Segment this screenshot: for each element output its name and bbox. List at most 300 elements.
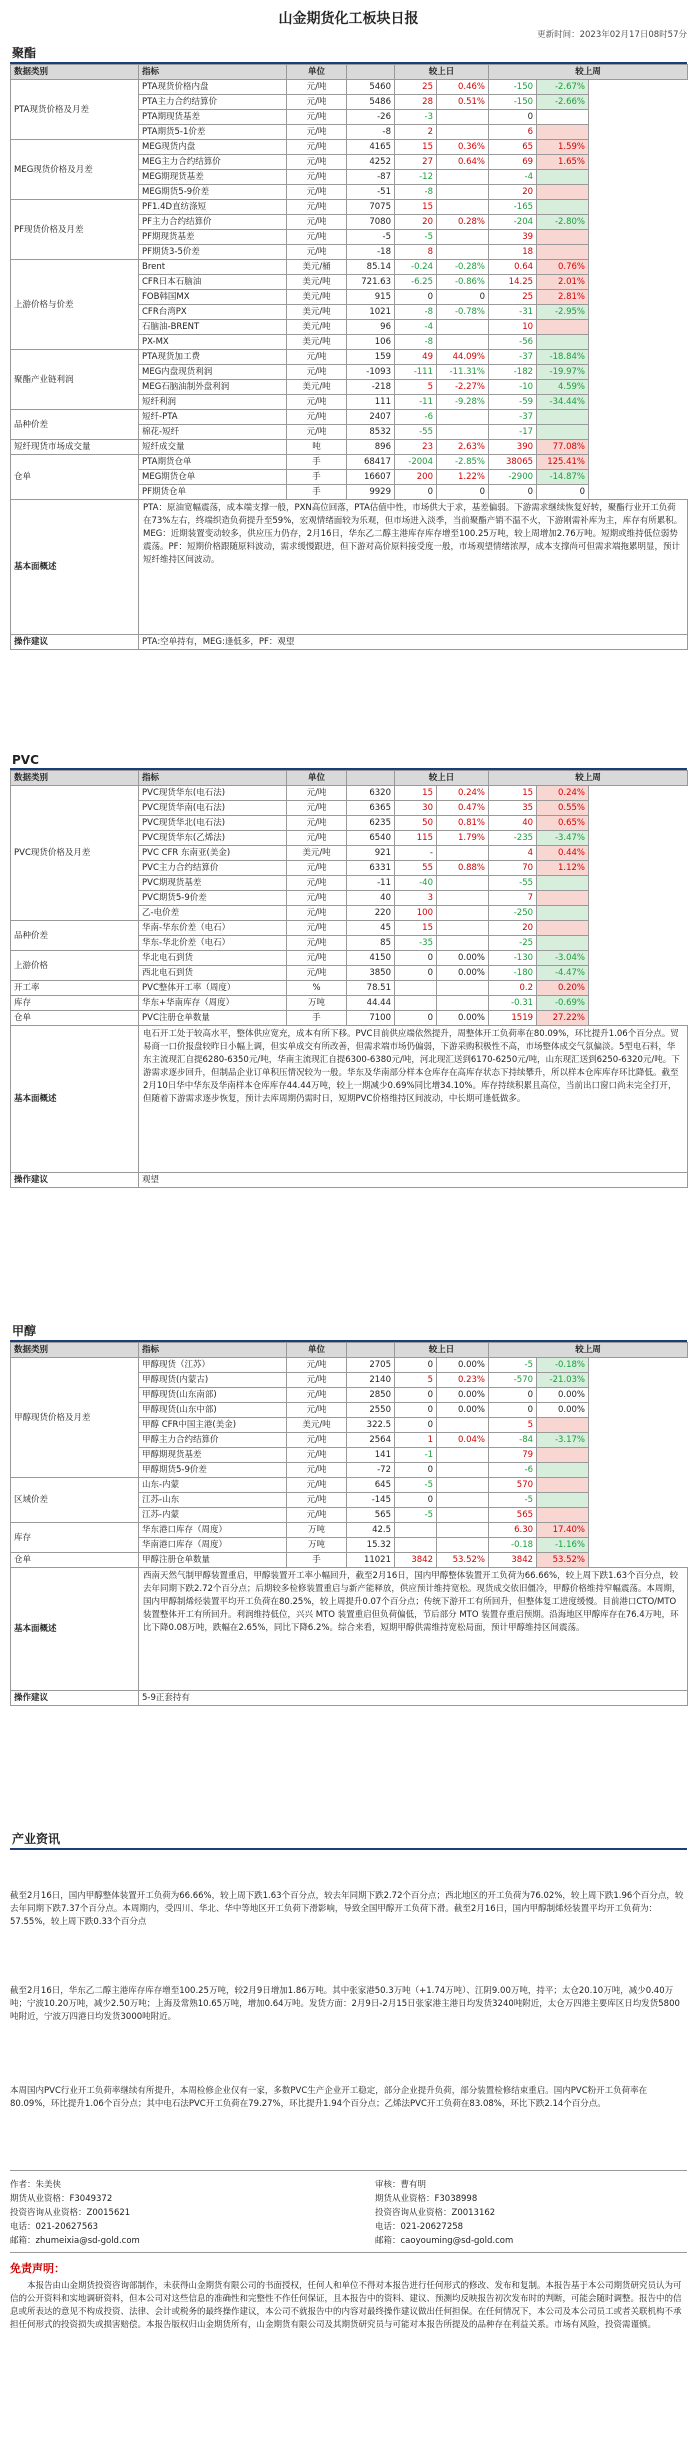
summary-row (11, 1026, 688, 1173)
row-value: 45 (347, 921, 395, 936)
row-day-pct (437, 876, 489, 891)
row-week-change: 6 (489, 125, 537, 140)
row-week-change: -0.31 (489, 996, 537, 1011)
row-indicator: PTA期货5-1价差 (139, 125, 287, 140)
table-row (11, 410, 688, 425)
row-value: 896 (347, 440, 395, 455)
row-unit: 元/吨 (287, 891, 347, 906)
reviewer-phone: 电话：021-20627258 (375, 2222, 464, 2232)
row-indicator: 甲醇现货(山东中部) (139, 1403, 287, 1418)
row-week-change: -17 (489, 425, 537, 440)
row-week-pct (537, 1448, 589, 1463)
row-day-pct (437, 1508, 489, 1523)
row-indicator: 西北电石到货 (139, 966, 287, 981)
row-value: 8532 (347, 425, 395, 440)
col-header-week: 较上周 (489, 65, 688, 80)
row-category: 品种价差 (11, 921, 139, 951)
row-week-change: 10 (489, 320, 537, 335)
row-unit: 元/吨 (287, 906, 347, 921)
row-day-change (395, 1523, 437, 1538)
row-indicator: PVC现货华北(电石法) (139, 816, 287, 831)
row-value: 2564 (347, 1433, 395, 1448)
col-header-unit: 单位 (287, 1343, 347, 1358)
row-day-change: 23 (395, 440, 437, 455)
row-day-pct: 0.00% (437, 1403, 489, 1418)
section-divider (10, 1848, 687, 1850)
col-header-value (347, 65, 395, 80)
row-week-change: -37 (489, 410, 537, 425)
table-header-row (11, 771, 688, 786)
row-week-change: -180 (489, 966, 537, 981)
table-row (11, 455, 688, 470)
row-value: 42.5 (347, 1523, 395, 1538)
row-week-change: 5 (489, 1418, 537, 1433)
section-polyester (10, 44, 687, 650)
row-value: -145 (347, 1493, 395, 1508)
row-value: 85.14 (347, 260, 395, 275)
row-indicator: PVC现货华南(电石法) (139, 801, 287, 816)
row-value: 2140 (347, 1373, 395, 1388)
row-day-change: 5 (395, 380, 437, 395)
row-day-pct: 0.51% (437, 95, 489, 110)
row-unit: 手 (287, 485, 347, 500)
row-day-pct: -0.86% (437, 275, 489, 290)
news-paragraph-3: 本周国内PVC行业开工负荷率继续有所提升，本周检修企业仅有一家，多数PVC生产企业开工稳定，部分企业提升负荷，部分装置检修结束重启。国内PVC粉开工负荷率在80.09%，环比提升1.06个百分点；其中电石法PVC开工负荷在79.27%，环比提升1.94个百分点；乙烯法PVC开工负荷在83.08%，环比下跌2.14个百分点。 (10, 2086, 648, 2109)
row-week-pct: 77.08% (537, 440, 589, 455)
row-week-change: -165 (489, 200, 537, 215)
row-value: 915 (347, 290, 395, 305)
table-header-row (11, 65, 688, 80)
row-unit: 美元/吨 (287, 1418, 347, 1433)
row-day-pct (437, 170, 489, 185)
row-week-pct: -1.16% (537, 1538, 589, 1553)
row-week-change: -130 (489, 951, 537, 966)
row-day-change: 0 (395, 1418, 437, 1433)
row-value: 1021 (347, 305, 395, 320)
row-category: 仓单 (11, 455, 139, 500)
section-title: PVC (12, 753, 39, 767)
summary-text: 西南天然气制甲醇装置重启，甲醇装置开工率小幅回升，截至2月16日，国内甲醇整体装置开工负荷为66.66%，较上周下跌1.63个百分点，较去年同期下跌2.72个百分点；后期较多检修装置重启与新产能释放，供应预计维持宽松。现货成交依旧僵冷，甲醇价格维持窄幅震荡。本周期，国内甲醇制烯烃装置平均开工负荷在80.25%，较上周提升0.07个百分点；传统下游开工有所回升，但整体复工进度缓慢。目前港口CTO/MTO装置整体开工有所回升。利润维持低位，兴兴 MTO 装置重启但负荷偏低，节后部分 MTO 装置存重启预期。沿海地区甲醇库存在76.4万吨，环比下降0.08万吨，跌幅在2.65%，同比下降6.2%。综合来看，短期甲醇供需维持宽松局面，预计甲醇维持区间震荡。 (139, 1568, 688, 1691)
row-day-change: -8 (395, 335, 437, 350)
row-indicator: MEG内盘现货利润 (139, 365, 287, 380)
row-week-change: 390 (489, 440, 537, 455)
row-week-change: 20 (489, 921, 537, 936)
row-week-pct: 125.41% (537, 455, 589, 470)
row-unit: 手 (287, 470, 347, 485)
row-indicator: PTA期货仓单 (139, 455, 287, 470)
table-row (11, 1553, 688, 1568)
row-week-pct (537, 125, 589, 140)
row-day-pct (437, 846, 489, 861)
row-day-change: 20 (395, 215, 437, 230)
row-indicator: PX-MX (139, 335, 287, 350)
row-unit: 元/吨 (287, 921, 347, 936)
polyester-table (10, 64, 688, 650)
row-week-change: 4 (489, 846, 537, 861)
row-indicator: PVC现货华东(电石法) (139, 786, 287, 801)
col-header-indicator: 指标 (139, 771, 287, 786)
row-value: 6365 (347, 801, 395, 816)
row-week-pct: 27.22% (537, 1011, 589, 1026)
row-week-change: 0 (489, 110, 537, 125)
table-header-row (11, 1343, 688, 1358)
row-week-pct (537, 876, 589, 891)
col-header-week: 较上周 (489, 1343, 688, 1358)
row-day-pct (437, 125, 489, 140)
row-week-change: 25 (489, 290, 537, 305)
col-header-indicator: 指标 (139, 1343, 287, 1358)
row-day-pct: 1.22% (437, 470, 489, 485)
row-category: 库存 (11, 1523, 139, 1553)
row-indicator: 甲醇期现货基差 (139, 1448, 287, 1463)
author-email[interactable]: 邮箱：zhumeixia@sd-gold.com (10, 2236, 140, 2246)
row-value: 6540 (347, 831, 395, 846)
row-day-change: 0 (395, 1358, 437, 1373)
advice-row (11, 1691, 688, 1706)
row-day-change: 50 (395, 816, 437, 831)
row-indicator: PTA期现货基差 (139, 110, 287, 125)
row-day-change: 0 (395, 485, 437, 500)
row-week-change: -250 (489, 906, 537, 921)
row-week-change: -84 (489, 1433, 537, 1448)
row-indicator: 华东+华南库存（周度） (139, 996, 287, 1011)
row-day-change: 0 (395, 290, 437, 305)
row-day-change: -4 (395, 320, 437, 335)
row-unit: 美元/吨 (287, 846, 347, 861)
row-week-change: -55 (489, 876, 537, 891)
row-value: -5 (347, 230, 395, 245)
row-unit: 元/吨 (287, 125, 347, 140)
row-week-pct (537, 425, 589, 440)
pvc-rows (11, 786, 688, 1026)
row-day-change: 49 (395, 350, 437, 365)
row-week-change: 565 (489, 1508, 537, 1523)
row-week-pct (537, 245, 589, 260)
col-header-indicator: 指标 (139, 65, 287, 80)
col-header-category: 数据类别 (11, 65, 139, 80)
row-value: 141 (347, 1448, 395, 1463)
row-day-pct: 0.00% (437, 1388, 489, 1403)
row-unit: 元/吨 (287, 140, 347, 155)
row-week-pct (537, 906, 589, 921)
row-indicator: 甲醇注册仓单数量 (139, 1553, 287, 1568)
row-unit: 元/吨 (287, 200, 347, 215)
row-week-change: 3842 (489, 1553, 537, 1568)
row-week-change: 1519 (489, 1011, 537, 1026)
row-day-change (395, 1538, 437, 1553)
row-day-pct (437, 410, 489, 425)
author-qualification: 期货从业资格：F3049372 (10, 2194, 113, 2204)
row-indicator: PF期货仓单 (139, 485, 287, 500)
row-indicator: PVC CFR 东南亚(美金) (139, 846, 287, 861)
row-unit: 元/吨 (287, 801, 347, 816)
methanol-rows (11, 1358, 688, 1568)
row-value: 921 (347, 846, 395, 861)
row-week-change: 79 (489, 1448, 537, 1463)
row-day-change: -55 (395, 425, 437, 440)
row-week-change: -150 (489, 80, 537, 95)
row-week-pct: 17.40% (537, 1523, 589, 1538)
table-row (11, 1523, 688, 1538)
row-week-change: 20 (489, 185, 537, 200)
col-header-category: 数据类别 (11, 771, 139, 786)
row-unit: 元/吨 (287, 245, 347, 260)
row-week-pct (537, 1508, 589, 1523)
row-week-pct: -14.87% (537, 470, 589, 485)
row-category: 聚酯产业链利润 (11, 350, 139, 410)
row-value: 4252 (347, 155, 395, 170)
row-value: 40 (347, 891, 395, 906)
row-category: PF现货价格及月差 (11, 200, 139, 260)
row-day-change: 28 (395, 95, 437, 110)
col-header-day: 较上日 (395, 771, 489, 786)
row-value: -51 (347, 185, 395, 200)
table-row (11, 1358, 688, 1373)
row-indicator: MEG期货仓单 (139, 470, 287, 485)
row-week-pct (537, 185, 589, 200)
row-week-pct (537, 1478, 589, 1493)
row-week-pct: -2.95% (537, 305, 589, 320)
row-day-pct: 0.64% (437, 155, 489, 170)
divider (10, 2252, 687, 2253)
row-day-change: -5 (395, 1478, 437, 1493)
row-indicator: PVC主力合约结算价 (139, 861, 287, 876)
row-day-pct: 0.88% (437, 861, 489, 876)
table-row (11, 996, 688, 1011)
row-day-change: 15 (395, 140, 437, 155)
row-indicator: PF期现货基差 (139, 230, 287, 245)
row-week-change: 0 (489, 1388, 537, 1403)
row-week-pct (537, 921, 589, 936)
row-day-pct (437, 1418, 489, 1433)
section-pvc (10, 753, 687, 1188)
row-day-pct: 0.04% (437, 1433, 489, 1448)
row-indicator: Brent (139, 260, 287, 275)
row-week-pct: 53.52% (537, 1553, 589, 1568)
row-day-change: 100 (395, 906, 437, 921)
row-week-pct: 4.59% (537, 380, 589, 395)
divider (10, 2170, 687, 2171)
row-indicator: PF主力合约结算价 (139, 215, 287, 230)
row-day-pct: 0.23% (437, 1373, 489, 1388)
row-day-change: 25 (395, 80, 437, 95)
row-unit: 美元/吨 (287, 290, 347, 305)
row-week-change: 7 (489, 891, 537, 906)
row-day-pct (437, 936, 489, 951)
row-week-pct (537, 335, 589, 350)
row-day-change: -12 (395, 170, 437, 185)
row-indicator: 华东-华北价差（电石） (139, 936, 287, 951)
row-value: -11 (347, 876, 395, 891)
row-day-pct (437, 230, 489, 245)
row-week-pct: -3.17% (537, 1433, 589, 1448)
advice-label: 操作建议 (11, 1173, 139, 1188)
row-indicator: PVC期货5-9价差 (139, 891, 287, 906)
row-week-change: -31 (489, 305, 537, 320)
row-day-pct (437, 245, 489, 260)
row-category: 甲醇现货价格及月差 (11, 1358, 139, 1478)
row-value: 2705 (347, 1358, 395, 1373)
row-week-change: -5 (489, 1358, 537, 1373)
row-day-change: -11 (395, 395, 437, 410)
row-day-change: 0 (395, 1493, 437, 1508)
row-value: 565 (347, 1508, 395, 1523)
table-row (11, 80, 688, 95)
row-value: 11021 (347, 1553, 395, 1568)
row-unit: 元/吨 (287, 1403, 347, 1418)
row-day-pct (437, 1538, 489, 1553)
row-day-change: -0.24 (395, 260, 437, 275)
advice-text: 观望 (139, 1173, 688, 1188)
row-day-pct (437, 996, 489, 1011)
row-unit: 美元/吨 (287, 335, 347, 350)
table-row (11, 350, 688, 365)
row-week-change: 0 (489, 485, 537, 500)
row-unit: 元/吨 (287, 831, 347, 846)
row-day-pct: -2.85% (437, 455, 489, 470)
row-week-change: 6.30 (489, 1523, 537, 1538)
col-header-value (347, 1343, 395, 1358)
row-day-change: 1 (395, 1433, 437, 1448)
row-week-change: -2900 (489, 470, 537, 485)
row-week-pct: -2.80% (537, 215, 589, 230)
row-unit: 元/吨 (287, 110, 347, 125)
col-header-day: 较上日 (395, 1343, 489, 1358)
advice-text: 5-9正套持有 (139, 1691, 688, 1706)
row-unit: 元/吨 (287, 1463, 347, 1478)
row-week-change: -37 (489, 350, 537, 365)
summary-label: 基本面概述 (11, 500, 139, 635)
row-indicator: PF1.4D直纺涤短 (139, 200, 287, 215)
row-unit: 吨 (287, 440, 347, 455)
row-week-pct (537, 170, 589, 185)
row-unit: 元/吨 (287, 215, 347, 230)
row-value: 159 (347, 350, 395, 365)
row-indicator: 短纤利润 (139, 395, 287, 410)
row-day-change: 0 (395, 1403, 437, 1418)
row-value: -1093 (347, 365, 395, 380)
row-week-change: 39 (489, 230, 537, 245)
col-header-category: 数据类别 (11, 1343, 139, 1358)
row-indicator: 江苏-山东 (139, 1493, 287, 1508)
row-week-pct (537, 110, 589, 125)
row-indicator: PTA现货价格内盘 (139, 80, 287, 95)
row-week-change: -25 (489, 936, 537, 951)
row-value: 4165 (347, 140, 395, 155)
row-indicator: CFR台湾PX (139, 305, 287, 320)
row-indicator: 石脑油-BRENT (139, 320, 287, 335)
row-unit: 元/吨 (287, 170, 347, 185)
row-value: 6235 (347, 816, 395, 831)
row-value: -72 (347, 1463, 395, 1478)
advice-text: PTA:空单持有，MEG:逢低多，PF：观望 (139, 635, 688, 650)
row-week-pct (537, 410, 589, 425)
table-row (11, 200, 688, 215)
reviewer-email[interactable]: 邮箱：caoyouming@sd-gold.com (375, 2236, 514, 2246)
row-week-pct: 2.01% (537, 275, 589, 290)
row-week-pct (537, 1493, 589, 1508)
row-week-pct (537, 936, 589, 951)
row-unit: 万吨 (287, 996, 347, 1011)
row-week-pct (537, 1418, 589, 1433)
section-methanol (10, 1322, 687, 1706)
row-day-change (395, 981, 437, 996)
row-week-pct: 2.81% (537, 290, 589, 305)
row-week-pct (537, 1463, 589, 1478)
row-day-change: 0 (395, 1011, 437, 1026)
advice-label: 操作建议 (11, 635, 139, 650)
methanol-table (10, 1342, 688, 1706)
row-day-change: - (395, 846, 437, 861)
row-value: 7080 (347, 215, 395, 230)
row-value: 7075 (347, 200, 395, 215)
row-category: 短纤现货市场成交量 (11, 440, 139, 455)
row-value: -26 (347, 110, 395, 125)
row-indicator: 甲醇 CFR中国主港(美金) (139, 1418, 287, 1433)
summary-row (11, 1568, 688, 1691)
row-day-change: 3 (395, 891, 437, 906)
row-week-change: -4 (489, 170, 537, 185)
row-value: 9929 (347, 485, 395, 500)
table-row (11, 921, 688, 936)
row-indicator: FOB韩国MX (139, 290, 287, 305)
row-value: 44.44 (347, 996, 395, 1011)
row-unit: 美元/桶 (287, 260, 347, 275)
row-indicator: 甲醇主力合约结算价 (139, 1433, 287, 1448)
summary-label: 基本面概述 (11, 1568, 139, 1691)
row-value: 7100 (347, 1011, 395, 1026)
row-unit: 元/吨 (287, 936, 347, 951)
row-value: 78.51 (347, 981, 395, 996)
row-unit: 万吨 (287, 1538, 347, 1553)
row-day-change: 15 (395, 200, 437, 215)
row-category: 区域价差 (11, 1478, 139, 1523)
row-indicator: PVC整体开工率（周度） (139, 981, 287, 996)
row-value: 645 (347, 1478, 395, 1493)
row-day-pct: 0.28% (437, 215, 489, 230)
row-week-change: 570 (489, 1478, 537, 1493)
row-week-change: 38065 (489, 455, 537, 470)
row-day-pct: 0.36% (437, 140, 489, 155)
advice-row (11, 1173, 688, 1188)
row-unit: 元/吨 (287, 816, 347, 831)
row-day-pct (437, 185, 489, 200)
row-indicator: PVC注册仓单数量 (139, 1011, 287, 1026)
row-day-pct: 1.79% (437, 831, 489, 846)
row-day-change (395, 996, 437, 1011)
section-title: 产业资讯 (12, 1832, 61, 1846)
row-week-pct: -18.84% (537, 350, 589, 365)
row-week-change: -56 (489, 335, 537, 350)
row-value: -87 (347, 170, 395, 185)
row-day-pct (437, 1463, 489, 1478)
row-day-pct: 0.24% (437, 786, 489, 801)
row-day-change: -40 (395, 876, 437, 891)
row-day-change: 200 (395, 470, 437, 485)
col-header-day: 较上日 (395, 65, 489, 80)
row-value: 111 (347, 395, 395, 410)
row-day-pct: 0 (437, 290, 489, 305)
summary-label: 基本面概述 (11, 1026, 139, 1173)
row-value: -18 (347, 245, 395, 260)
row-indicator: PVC期现货基差 (139, 876, 287, 891)
summary-row (11, 500, 688, 635)
row-unit: 元/吨 (287, 1448, 347, 1463)
row-indicator: 甲醇期货5-9价差 (139, 1463, 287, 1478)
reviewer-name: 审核：曹有明 (375, 2180, 427, 2190)
row-day-pct (437, 981, 489, 996)
row-week-pct (537, 200, 589, 215)
